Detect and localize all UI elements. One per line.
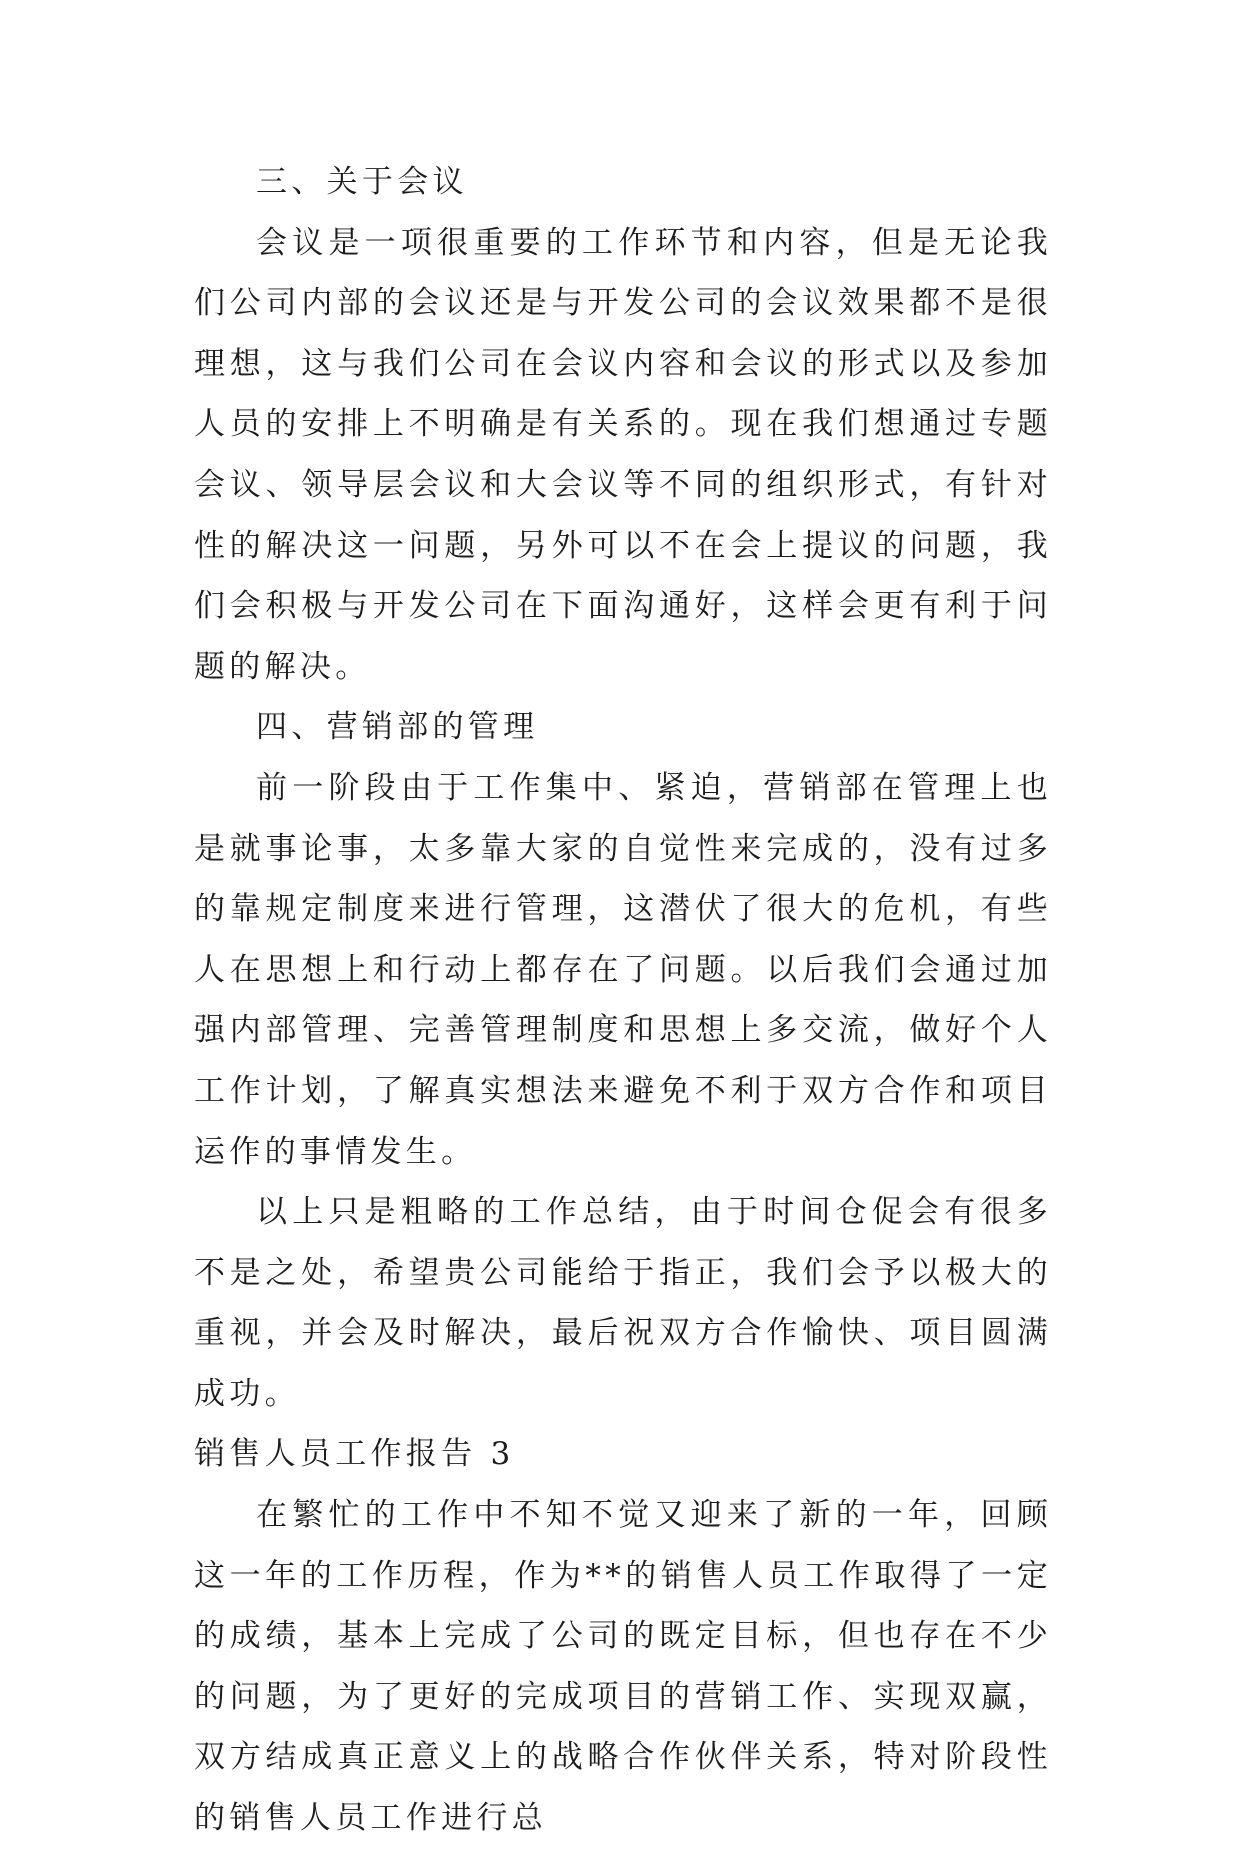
section-heading-meetings: 三、关于会议 — [256, 164, 468, 200]
paragraph-marketing-management: 前一阶段由于工作集中、紧迫，营销部在管理上也是就事论事，太多靠大家的自觉性来完成的，没有过多的靠规定制度来进行管理，这潜伏了很大的危机，有些人在思想上和行动上都存在了问题。以后我们会通过加强内部管理、完善管理制度和思想上多交流，做好个人工作计划，了解真实想法来避免不利于双方合作和项目运作的事情发生。 — [194, 769, 1052, 1170]
paragraph-report-intro: 在繁忙的工作中不知不觉又迎来了新的一年，回顾这一年的工作历程，作为**的销售人员工作取得了一定的成绩，基本上完成了公司的既定目标，但也存在不少的问题，为了更好的完成项目的营销工作、实现双赢，双方结成真正意义上的战略合作伙伴关系，特对阶段性的销售人员工作进行总 — [194, 1497, 1052, 1837]
document-body — [194, 152, 1052, 1849]
paragraph-summary-closing: 以上只是粗略的工作总结，由于时间仓促会有很多不是之处，希望贵公司能给于指正，我们会予以极大的重视，并会及时解决，最后祝双方合作愉快、项目圆满成功。 — [194, 1194, 1052, 1412]
report-title: 销售人员工作报告 3 — [194, 1436, 515, 1473]
section-heading-marketing-management: 四、营销部的管理 — [256, 709, 539, 746]
paragraph-meetings: 会议是一项很重要的工作环节和内容，但是无论我们公司内部的会议还是与开发公司的会议效果都不是很理想，这与我们公司在会议内容和会议的形式以及参加人员的安排上不明确是有关系的。现在我们想通过专题会议、领导层会议和大会议等不同的组织形式，有针对性的解决这一问题，另外可以不在会上提议的问题，我们会积极与开发公司在下面沟通好，这样会更有利于问题的解决。 — [194, 224, 1052, 685]
